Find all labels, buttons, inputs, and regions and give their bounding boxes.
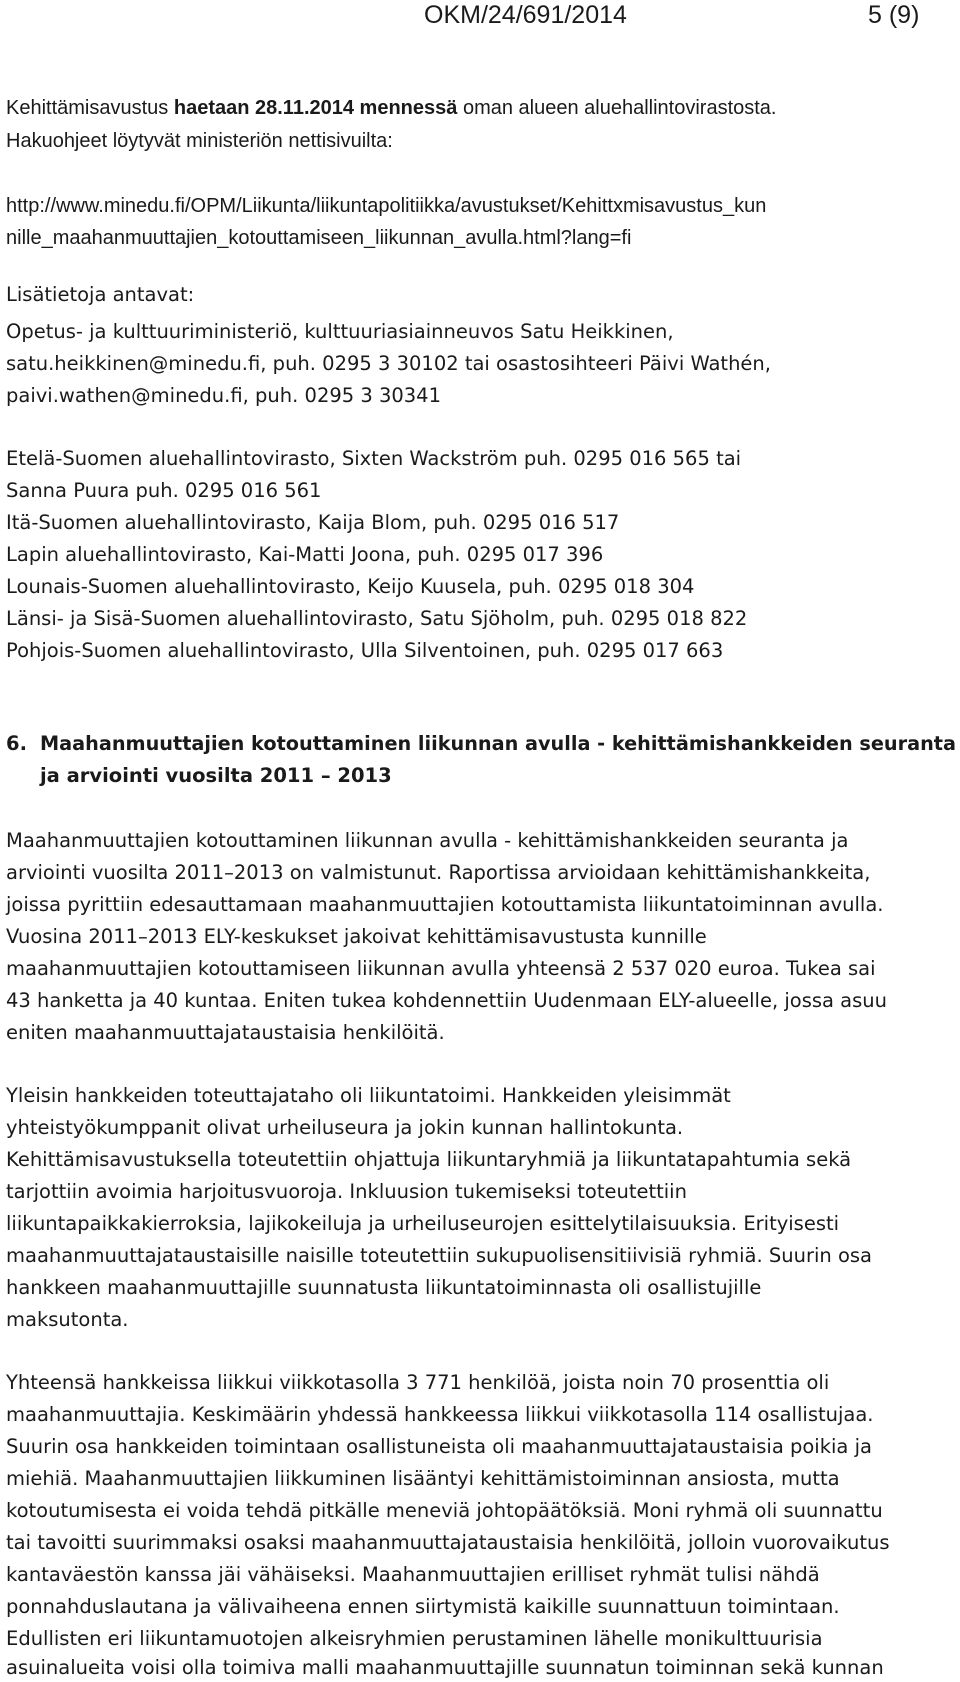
para2-line: tarjottiin avoimia harjoitusvuoroja. Inkluusion tukemiseksi toteutettiin — [6, 1180, 687, 1203]
para2-line: yhteistyökumppanit olivat urheiluseura ja jokin kunnan hallintokunta. — [6, 1116, 684, 1139]
para3-line: Suurin osa hankkeiden toimintaan osallistuneista oli maahanmuuttajataustaisia poikia ja — [6, 1435, 872, 1458]
section-title: Maahanmuuttajien kotouttaminen liikunnan avulla - kehittämishankkeiden seuranta — [40, 732, 956, 755]
regional-contact-line: Lapin aluehallintovirasto, Kai-Matti Joona, puh. 0295 017 396 — [6, 543, 604, 566]
deadline-text: haetaan 28.11.2014 mennessä — [173, 97, 458, 119]
section-number: 6. — [6, 732, 27, 755]
para3-line: tai tavoitti suurimmaksi osaksi maahanmuuttajataustaisia henkilöitä, jolloin vuorovaikutus — [6, 1531, 890, 1554]
para1-line: Vuosina 2011–2013 ELY-keskukset jakoivat kehittämisavustusta kunnille — [6, 925, 707, 948]
para1-line: 43 hanketta ja 40 kuntaa. Eniten tukea kohdennettiin Uudenmaan ELY-alueelle, jossa asuu — [6, 989, 887, 1012]
contact-line: Opetus- ja kulttuuriministeriö, kulttuuriasiainneuvos Satu Heikkinen, — [6, 320, 674, 343]
guide-url-line-2[interactable] — [6, 224, 631, 252]
para2-line: liikuntapaikkakierroksia, lajikokeiluja ja urheiluseurojen esittelytilaisuuksia. Erityisesti — [6, 1212, 840, 1235]
para3-line: maahanmuuttajia. Keskimäärin yhdessä hankkeessa liikkui viikkotasolla 114 osallistujaa. — [6, 1403, 874, 1426]
para3-line: Edullisten eri liikuntamuotojen alkeisryhmien perustaminen lähelle monikulttuurisia — [6, 1627, 823, 1650]
contact-line: satu.heikkinen@minedu.fi, puh. 0295 3 30102 tai osastosihteeri Päivi Wathén, — [6, 352, 771, 375]
regional-contact-line: Lounais-Suomen aluehallintovirasto, Keijo Kuusela, puh. 0295 018 304 — [6, 575, 695, 598]
guide-url-line-1[interactable] — [6, 192, 766, 220]
para3-line: miehiä. Maahanmuuttajien liikkuminen lisääntyi kehittämistoiminnan ansiosta, mutta — [6, 1467, 840, 1490]
para1-line: arviointi vuosilta 2011–2013 on valmistunut. Raportissa arvioidaan kehittämishankkeita, — [6, 861, 871, 884]
regional-contact-line: Sanna Puura puh. 0295 016 561 — [6, 479, 322, 502]
para3-line: kotoutumisesta ei voida tehdä pitkälle meneviä johtopäätöksiä. Moni ryhmä oli suunnattu — [6, 1499, 883, 1522]
guide-url-link-cont[interactable]: nille_maahanmuuttajien_kotouttamiseen_liikunnan_avulla.html?lang=fi — [6, 227, 632, 249]
contacts-label: Lisätietoja antavat: — [6, 283, 195, 306]
guide-url-link[interactable]: http://www.minedu.fi/OPM/Liikunta/liikuntapolitiikka/avustukset/Kehittxmisavustus_kun — [6, 195, 767, 217]
para1-line: maahanmuuttajien kotouttamiseen liikunnan avulla yhteensä 2 537 020 euroa. Tukea sai — [6, 957, 876, 980]
para1-line: Maahanmuuttajien kotouttaminen liikunnan avulla - kehittämishankkeiden seuranta ja — [6, 829, 849, 852]
para1-line: joissa pyrittiin edesauttamaan maahanmuuttajien kotouttamista liikuntatoiminnan avulla. — [6, 893, 884, 916]
regional-contact-line: Länsi- ja Sisä-Suomen aluehallintovirasto, Satu Sjöholm, puh. 0295 018 822 — [6, 607, 748, 630]
para2-line: Kehittämisavustuksella toteutettiin ohjattuja liikuntaryhmiä ja liikuntatapahtumia sekä — [6, 1148, 852, 1171]
para2-line: maahanmuuttajataustaisille naisille toteutettiin sukupuolisensitiivisiä ryhmiä. Suurin osa — [6, 1244, 872, 1267]
para3-line: asuinalueita voisi olla toimiva malli maahanmuuttajille suunnatun toiminnan sekä kunnan — [6, 1656, 884, 1679]
section-title-cont: ja arviointi vuosilta 2011 – 2013 — [40, 764, 392, 787]
page-number: 5 (9) — [868, 1, 920, 29]
document-id: OKM/24/691/2014 — [424, 1, 627, 29]
intro-line-2: Hakuohjeet löytyvät ministeriön nettisivuilta: — [6, 130, 393, 152]
contact-line: paivi.wathen@minedu.fi, puh. 0295 3 30341 — [6, 384, 441, 407]
para2-line: maksutonta. — [6, 1308, 129, 1331]
para3-line: kantaväestön kanssa jäi vähäiseksi. Maahanmuuttajien erilliset ryhmät tulisi nähdä — [6, 1563, 820, 1586]
regional-contact-line: Pohjois-Suomen aluehallintovirasto, Ulla Silventoinen, puh. 0295 017 663 — [6, 639, 724, 662]
regional-contact-line: Itä-Suomen aluehallintovirasto, Kaija Blom, puh. 0295 016 517 — [6, 511, 620, 534]
intro-line-1: Kehittämisavustus haetaan 28.11.2014 mennessä oman alueen aluehallintovirastosta. — [6, 97, 777, 119]
para2-line: hankkeen maahanmuuttajille suunnatusta liikuntatoiminnasta oli osallistujille — [6, 1276, 762, 1299]
regional-contact-line: Etelä-Suomen aluehallintovirasto, Sixten Wackström puh. 0295 016 565 tai — [6, 447, 742, 470]
para2-line: Yleisin hankkeiden toteuttajataho oli liikuntatoimi. Hankkeiden yleisimmät — [6, 1084, 731, 1107]
para1-line: eniten maahanmuuttajataustaisia henkilöitä. — [6, 1021, 445, 1044]
para3-line: ponnahduslautana ja välivaiheena ennen siirtymistä kaikille suunnattuun toimintaan. — [6, 1595, 840, 1618]
para3-line: Yhteensä hankkeissa liikkui viikkotasolla 3 771 henkilöä, joista noin 70 prosenttia oli — [6, 1371, 830, 1394]
